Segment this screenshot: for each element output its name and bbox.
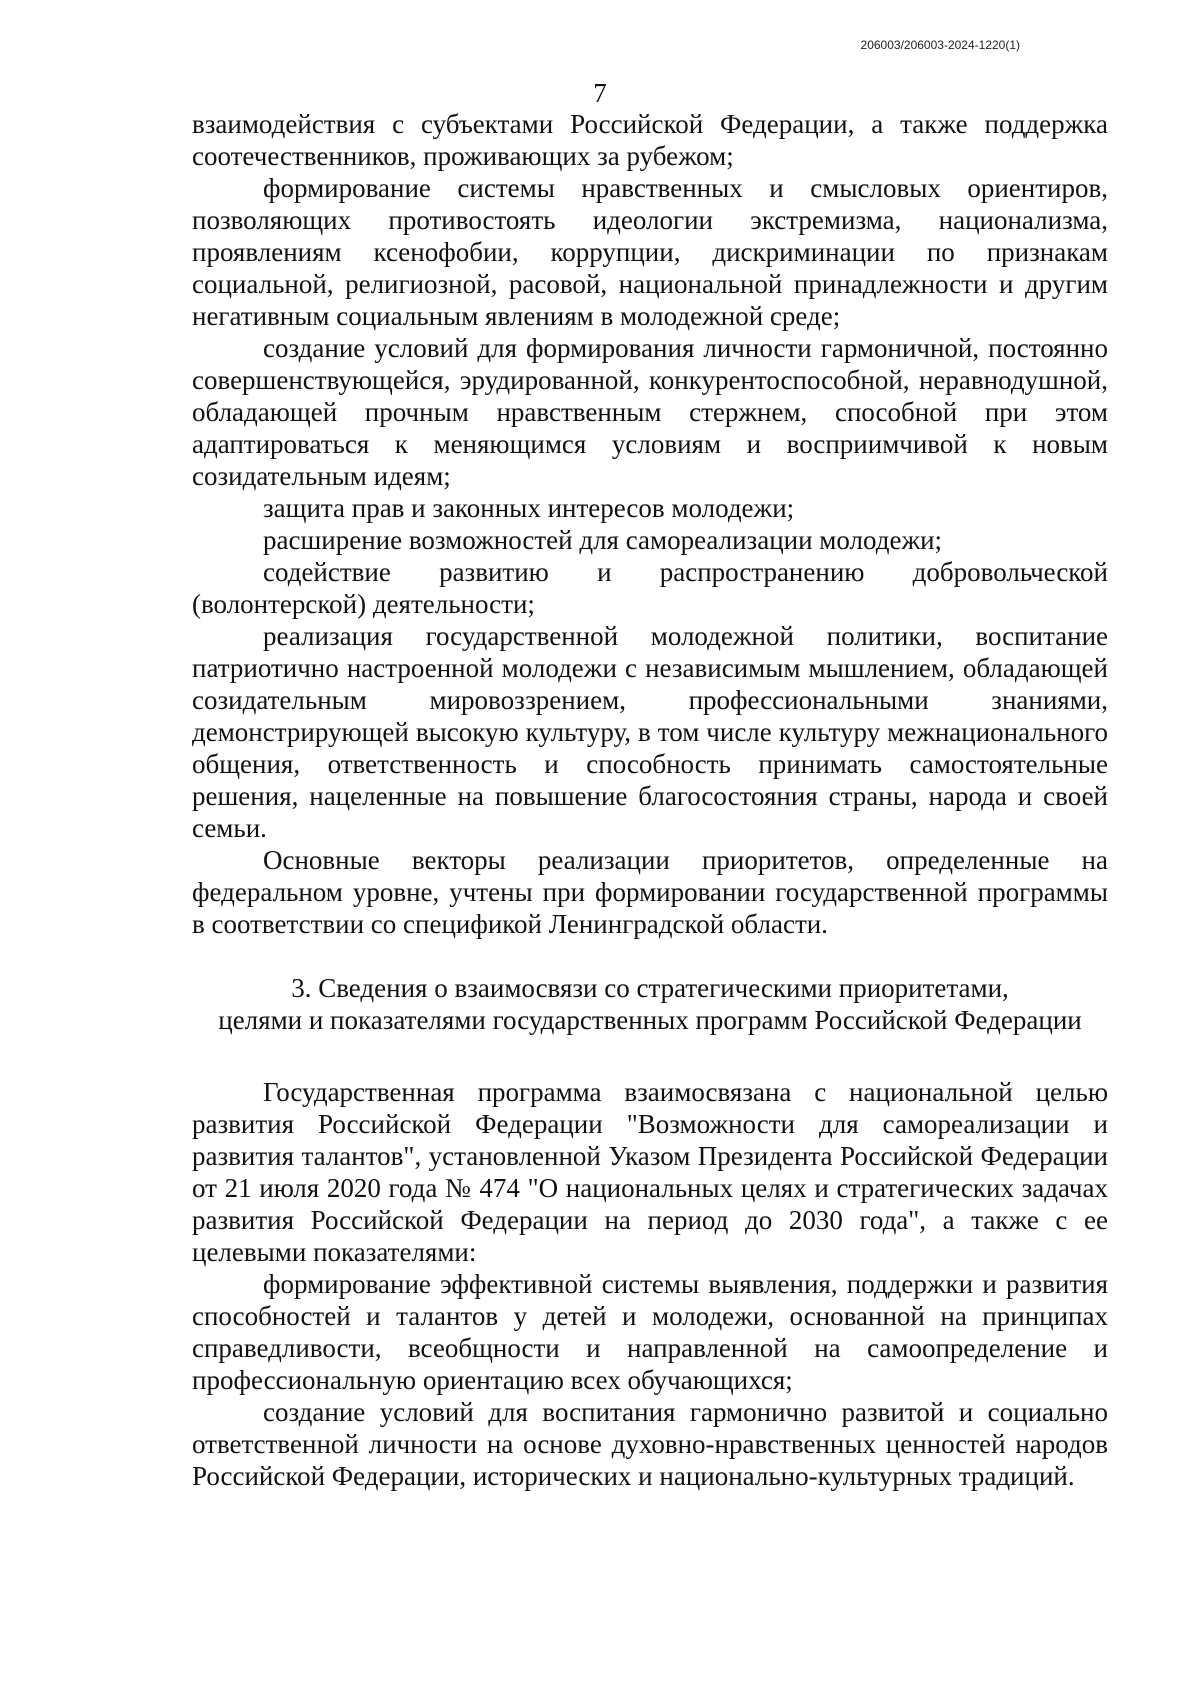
paragraph: формирование системы нравственных и смысловых ориентиров, позволяющих противостоять идеологии экстремизма, национализма, проявлениям ксенофобии, коррупции, дискриминации по признакам социальной, религиозной, расовой, национальной принадлежности и другим негативным социальным явлениям в молодежной среде;	[192, 173, 1108, 331]
section-heading-line: целями и показателями государственных программ Российской Федерации	[218, 1005, 1082, 1035]
paragraph: расширение возможностей для самореализации молодежи;	[263, 525, 943, 555]
document-body	[192, 108, 1108, 1492]
paragraph: формирование эффективной системы выявления, поддержки и развития способностей и талантов у детей и молодежи, основанной на принципах справедливости, всеобщности и направленной на самоопределение и профессиональную ориентацию всех обучающихся;	[192, 1269, 1108, 1395]
paragraph: взаимодействия с субъектами Российской Федерации, а также поддержка соотечественников, проживающих за рубежом;	[192, 109, 1108, 171]
paragraph: содействие развитию и распространению добровольческой (волонтерской) деятельности;	[192, 557, 1108, 619]
paragraph: Государственная программа взаимосвязана с национальной целью развития Российской Федерации "Возможности для самореализации и развития талантов", установленной Указом Президента Российской Федерации от 21 июля 2020 года № 474 "О национальных целях и стратегических задачах развития Российской Федерации на период до 2030 года", а также с ее целевыми показателями:	[192, 1077, 1108, 1267]
page-number: 7	[593, 78, 607, 108]
paragraph: создание условий для воспитания гармонично развитой и социально ответственной личности на основе духовно-нравственных ценностей народов Российской Федерации, исторических и национально-культурных традиций.	[192, 1397, 1108, 1491]
paragraph: создание условий для формирования личности гармоничной, постоянно совершенствующейся, эрудированной, конкурентоспособной, неравнодушной, обладающей прочным нравственным стержнем, способной при этом адаптироваться к меняющимся условиям и восприимчивой к новым созидательным идеям;	[192, 333, 1108, 491]
paragraph: защита прав и законных интересов молодежи;	[263, 493, 795, 523]
paragraph: реализация государственной молодежной политики, воспитание патриотично настроенной молодежи с независимым мышлением, обладающей созидательным мировоззрением, профессиональными знаниями, демонстрирующей высокую культуру, в том числе культуру межнационального общения, ответственность и способность принимать самостоятельные решения, нацеленные на повышение благосостояния страны, народа и своей семьи.	[192, 621, 1108, 843]
document-id: 206003/206003-2024-1220(1)	[860, 38, 1020, 52]
section-heading	[192, 972, 1108, 1036]
paragraph: Основные векторы реализации приоритетов, определенные на федеральном уровне, учтены при формировании государственной программы в соответствии со спецификой Ленинградской области.	[192, 845, 1108, 939]
section-heading-line: 3. Сведения о взаимосвязи со стратегическими приоритетами,	[291, 973, 1009, 1003]
